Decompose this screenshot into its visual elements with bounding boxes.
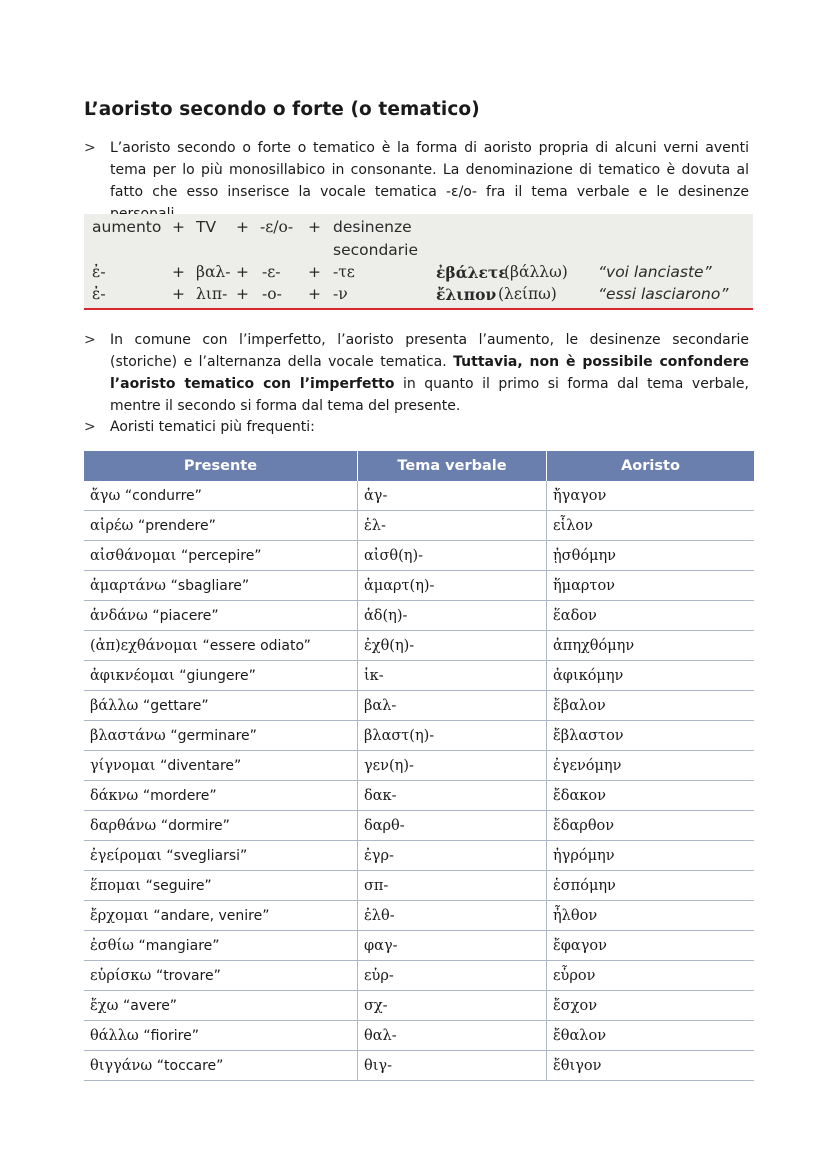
present-meaning: “gettare” xyxy=(143,697,209,714)
present-meaning: “germinare” xyxy=(170,727,257,744)
cell-aorist xyxy=(547,991,755,1021)
table-row xyxy=(84,571,754,601)
aorist-form: ἦλθον xyxy=(553,907,598,924)
cell-aorist xyxy=(547,541,755,571)
table-row xyxy=(84,751,754,781)
aorist-form: ἐγενόμην xyxy=(553,757,622,774)
bullet-marker: > xyxy=(84,332,96,348)
table-row xyxy=(84,901,754,931)
aorist-table xyxy=(84,451,754,1081)
aorist-form: ᾐσθόμην xyxy=(553,547,616,564)
scheme-vowel: -ο- xyxy=(262,285,282,303)
present-form: δαρθάνω xyxy=(90,817,157,834)
scheme-plus: + xyxy=(236,263,249,281)
table-row xyxy=(84,991,754,1021)
comparison-bold: Tuttavia, non è possibile confondere l’aoristo tematico con l’imperfetto xyxy=(110,354,749,392)
aorist-form: ἔθιγον xyxy=(553,1057,602,1074)
present-form: ἐγείρομαι xyxy=(90,847,162,864)
cell-aorist xyxy=(547,841,755,871)
present-meaning: “essere odiato” xyxy=(202,637,311,654)
present-meaning: “trovare” xyxy=(155,967,221,984)
present-form: ἕπομαι xyxy=(90,877,141,894)
header-aoristo: Aoristo xyxy=(547,451,755,481)
verbal-stem: ἑλ- xyxy=(364,517,386,534)
bullet-marker: > xyxy=(84,140,96,156)
cell-present xyxy=(84,541,358,571)
aorist-form: ἑσπόμην xyxy=(553,877,616,894)
cell-stem xyxy=(358,661,547,691)
present-meaning: “andare, venire” xyxy=(153,907,270,924)
cell-present xyxy=(84,811,358,841)
verbal-stem: βλαστ(η)- xyxy=(364,727,435,744)
cell-present xyxy=(84,931,358,961)
cell-aorist xyxy=(547,631,755,661)
scheme-gloss: “essi lasciarono” xyxy=(598,285,729,303)
cell-stem xyxy=(358,631,547,661)
verbal-stem: σχ- xyxy=(364,997,388,1014)
scheme-plus: + xyxy=(308,218,321,236)
cell-present xyxy=(84,721,358,751)
scheme-augment: ἐ- xyxy=(92,263,106,281)
cell-present xyxy=(84,601,358,631)
cell-present xyxy=(84,961,358,991)
table-row xyxy=(84,691,754,721)
comparison-paragraph xyxy=(84,329,749,417)
scheme-plus: + xyxy=(308,263,321,281)
present-meaning: “mangiare” xyxy=(138,937,220,954)
cell-stem xyxy=(358,571,547,601)
cell-present xyxy=(84,1021,358,1051)
verbal-stem: ἀγ- xyxy=(364,487,388,504)
verbal-stem: αἰσθ(η)- xyxy=(364,547,424,564)
cell-aorist xyxy=(547,691,755,721)
cell-stem xyxy=(358,961,547,991)
scheme-thematic-vowel: -ε/ο- xyxy=(260,218,294,236)
cell-aorist xyxy=(547,661,755,691)
present-meaning: “diventare” xyxy=(160,757,242,774)
table-row xyxy=(84,721,754,751)
present-form: γίγνομαι xyxy=(90,757,156,774)
cell-present xyxy=(84,511,358,541)
present-form: ἔχω xyxy=(90,997,119,1014)
cell-stem xyxy=(358,931,547,961)
present-form: βάλλω xyxy=(90,697,139,714)
verbal-stem: ἱκ- xyxy=(364,667,384,684)
scheme-form: ἔλιπον xyxy=(436,285,497,304)
table-row xyxy=(84,511,754,541)
scheme-endings-label-2: secondarie xyxy=(333,241,418,259)
verbal-stem: δαρθ- xyxy=(364,817,405,834)
verbal-stem: εὑρ- xyxy=(364,967,394,984)
present-form: ἄγω xyxy=(90,487,121,504)
conjugation-scheme xyxy=(84,214,753,310)
aorist-form: ἔσχον xyxy=(553,997,598,1014)
present-meaning: “avere” xyxy=(123,997,178,1014)
present-meaning: “dormire” xyxy=(160,817,230,834)
cell-present xyxy=(84,481,358,511)
cell-aorist xyxy=(547,1021,755,1051)
comparison-text-1: In comune con l’imperfetto, l’aoristo presenta l’aumento, le desinenze secondarie (storiche) e l’alternanza della vocale tematica. xyxy=(110,332,749,370)
aorist-form: ἔθαλον xyxy=(553,1027,607,1044)
cell-present xyxy=(84,841,358,871)
table-row xyxy=(84,481,754,511)
table-row xyxy=(84,631,754,661)
bullet-marker: > xyxy=(84,419,96,435)
scheme-lemma: (βάλλω) xyxy=(504,263,568,281)
scheme-tv-label: TV xyxy=(196,218,217,236)
cell-aorist xyxy=(547,1051,755,1081)
header-tema-verbale: Tema verbale xyxy=(358,451,547,481)
present-form: αἰσθάνομαι xyxy=(90,547,177,564)
scheme-vowel: -ε- xyxy=(262,263,281,281)
aorist-form: ἀπηχθόμην xyxy=(553,637,635,654)
page-title: L’aoristo secondo o forte (o tematico) xyxy=(84,99,480,120)
cell-present xyxy=(84,571,358,601)
present-meaning: “mordere” xyxy=(142,787,217,804)
scheme-stem: λιπ- xyxy=(196,285,228,303)
table-row xyxy=(84,541,754,571)
present-form: (ἀπ)εχθάνομαι xyxy=(90,637,198,654)
verbal-stem: θαλ- xyxy=(364,1027,397,1044)
cell-stem xyxy=(358,811,547,841)
list-intro-text: Aoristi tematici più frequenti: xyxy=(110,419,315,435)
cell-stem xyxy=(358,1051,547,1081)
verbal-stem: σπ- xyxy=(364,877,389,894)
verbal-stem: ἐγρ- xyxy=(364,847,394,864)
table-row xyxy=(84,931,754,961)
aorist-form: ἔβλαστον xyxy=(553,727,624,744)
table-row xyxy=(84,1021,754,1051)
present-meaning: “toccare” xyxy=(156,1057,224,1074)
present-meaning: “giungere” xyxy=(179,667,256,684)
intro-paragraph xyxy=(84,137,749,225)
aorist-form: ἔβαλον xyxy=(553,697,606,714)
cell-stem xyxy=(358,751,547,781)
scheme-form: ἐβάλετε xyxy=(436,263,508,282)
verbal-stem: ἐχθ(η)- xyxy=(364,637,415,654)
verbal-stem: θιγ- xyxy=(364,1057,392,1074)
table-row xyxy=(84,811,754,841)
cell-aorist xyxy=(547,781,755,811)
aorist-form: ἕαδον xyxy=(553,607,597,624)
aorist-form: ἠγρόμην xyxy=(553,847,615,864)
aorist-form: ἀφικόμην xyxy=(553,667,624,684)
present-form: δάκνω xyxy=(90,787,139,804)
cell-stem xyxy=(358,691,547,721)
scheme-plus: + xyxy=(172,285,185,303)
verbal-stem: ἁμαρτ(η)- xyxy=(364,577,435,594)
present-meaning: “svegliarsi” xyxy=(166,847,248,864)
table-row xyxy=(84,871,754,901)
table-row xyxy=(84,781,754,811)
aorist-form: ἥμαρτον xyxy=(553,577,615,594)
table-row xyxy=(84,661,754,691)
aorist-form: εὗρον xyxy=(553,967,596,984)
cell-aorist xyxy=(547,571,755,601)
cell-aorist xyxy=(547,871,755,901)
cell-present xyxy=(84,871,358,901)
scheme-augment: ἐ- xyxy=(92,285,106,303)
cell-present xyxy=(84,631,358,661)
table-row xyxy=(84,841,754,871)
cell-aorist xyxy=(547,811,755,841)
cell-present xyxy=(84,691,358,721)
verbal-stem: γεν(η)- xyxy=(364,757,414,774)
present-meaning: “prendere” xyxy=(137,517,216,534)
verbal-stem: βαλ- xyxy=(364,697,397,714)
list-intro-paragraph xyxy=(84,416,749,438)
scheme-stem: βαλ- xyxy=(196,263,231,281)
aorist-form: ἔδαρθον xyxy=(553,817,615,834)
cell-present xyxy=(84,991,358,1021)
cell-stem xyxy=(358,601,547,631)
verbal-stem: ἐλθ- xyxy=(364,907,395,924)
cell-aorist xyxy=(547,931,755,961)
present-form: εὑρίσκω xyxy=(90,967,152,984)
present-form: θιγγάνω xyxy=(90,1057,153,1074)
present-form: ἔρχομαι xyxy=(90,907,149,924)
cell-present xyxy=(84,781,358,811)
present-form: βλαστάνω xyxy=(90,727,166,744)
cell-present xyxy=(84,751,358,781)
scheme-augment-label: aumento xyxy=(92,218,162,236)
cell-aorist xyxy=(547,901,755,931)
cell-aorist xyxy=(547,511,755,541)
present-meaning: “fiorire” xyxy=(143,1027,199,1044)
cell-stem xyxy=(358,1021,547,1051)
cell-present xyxy=(84,661,358,691)
aorist-form: ἔδακον xyxy=(553,787,606,804)
cell-stem xyxy=(358,991,547,1021)
comparison-text xyxy=(110,329,749,417)
scheme-plus: + xyxy=(236,285,249,303)
table-row xyxy=(84,1051,754,1081)
scheme-ending: -ν xyxy=(333,285,348,303)
verbal-stem: δακ- xyxy=(364,787,397,804)
cell-stem xyxy=(358,781,547,811)
cell-stem xyxy=(358,721,547,751)
cell-aorist xyxy=(547,751,755,781)
scheme-plus: + xyxy=(308,285,321,303)
present-form: αἱρέω xyxy=(90,517,134,534)
cell-stem xyxy=(358,511,547,541)
table-row xyxy=(84,601,754,631)
cell-stem xyxy=(358,481,547,511)
present-meaning: “seguire” xyxy=(145,877,212,894)
verbal-stem: ἁδ(η)- xyxy=(364,607,408,624)
comparison-text-2: in quanto il primo si forma dal tema verbale, mentre il secondo si forma dal tema del presente. xyxy=(110,376,749,414)
present-form: ἀφικνέομαι xyxy=(90,667,175,684)
scheme-gloss: “voi lanciaste” xyxy=(598,263,712,281)
scheme-endings-label: desinenze xyxy=(333,218,412,236)
cell-present xyxy=(84,901,358,931)
present-meaning: “condurre” xyxy=(124,487,202,504)
cell-present xyxy=(84,1051,358,1081)
table-header-row xyxy=(84,451,754,481)
scheme-lemma: (λείπω) xyxy=(498,285,557,303)
cell-aorist xyxy=(547,721,755,751)
verbal-stem: φαγ- xyxy=(364,937,398,954)
present-form: θάλλω xyxy=(90,1027,139,1044)
cell-stem xyxy=(358,871,547,901)
scheme-plus: + xyxy=(172,263,185,281)
present-form: ἐσθίω xyxy=(90,937,134,954)
aorist-form: ἔφαγον xyxy=(553,937,607,954)
cell-stem xyxy=(358,841,547,871)
scheme-plus: + xyxy=(172,218,185,236)
header-presente: Presente xyxy=(84,451,358,481)
present-meaning: “sbagliare” xyxy=(170,577,250,594)
cell-stem xyxy=(358,901,547,931)
cell-aorist xyxy=(547,601,755,631)
present-form: ἁμαρτάνω xyxy=(90,577,166,594)
cell-aorist xyxy=(547,961,755,991)
present-meaning: “percepire” xyxy=(180,547,262,564)
table-body xyxy=(84,481,754,1081)
present-meaning: “piacere” xyxy=(152,607,219,624)
cell-stem xyxy=(358,541,547,571)
scheme-plus: + xyxy=(236,218,249,236)
table-row xyxy=(84,961,754,991)
scheme-ending: -τε xyxy=(333,263,355,281)
intro-text: L’aoristo secondo o forte o tematico è la forma di aoristo propria di alcuni verni aventi tema per lo più monosillabico in consonante. La denominazione di tematico è dovuta al fatto che esso inserisce la vocale tematica -ε/ο- fra il tema verbale e le desinenze xyxy=(110,140,749,200)
aorist-form: ἤγαγον xyxy=(553,487,607,504)
aorist-form: εἷλον xyxy=(553,517,593,534)
cell-aorist xyxy=(547,481,755,511)
present-form: ἁνδάνω xyxy=(90,607,148,624)
